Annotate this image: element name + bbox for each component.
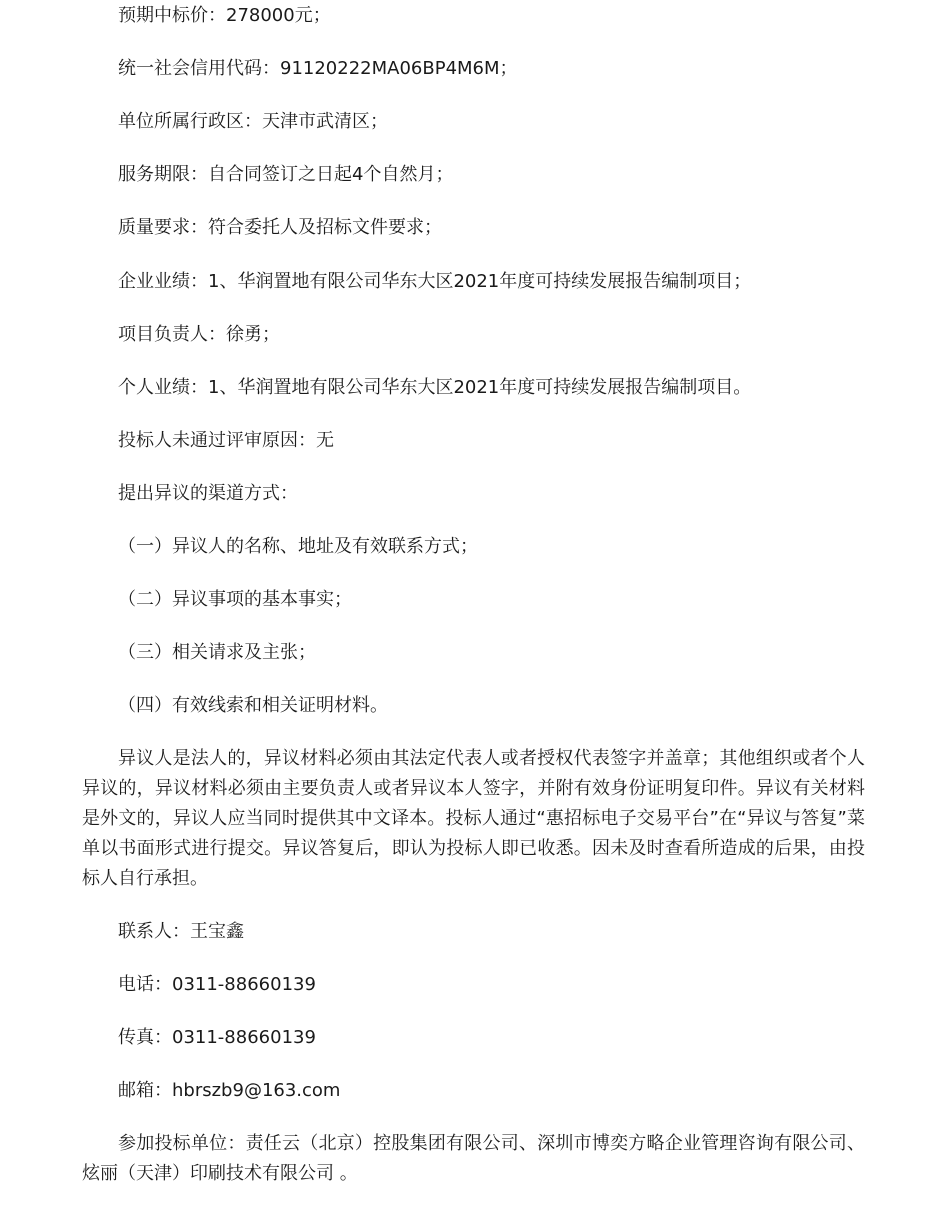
channel-item: （三）相关请求及主张；	[118, 642, 316, 663]
service-period: 服务期限：自合同签订之日起4个自然月；	[118, 164, 454, 185]
objection-channel-heading: 提出异议的渠道方式：	[118, 483, 298, 504]
company-performance: 企业业绩：1、华润置地有限公司华东大区2021年度可持续发展报告编制项目；	[118, 271, 752, 292]
project-manager: 项目负责人：徐勇；	[118, 324, 280, 345]
contact-person: 联系人：王宝鑫	[118, 921, 244, 942]
expected-bid-price: 预期中标价：278000元；	[118, 5, 331, 26]
credit-code: 统一社会信用代码：91120222MA06BP4M6M；	[118, 58, 518, 79]
rejection-reason: 投标人未通过评审原因：无	[118, 430, 334, 451]
quality-requirement: 质量要求：符合委托人及招标文件要求；	[118, 217, 442, 238]
objection-paragraph: 异议人是法人的，异议材料必须由其法定代表人或者授权代表签字并盖章；其他组织或者个人异议的，异议材料必须由主要负责人或者异议本人签字，并附有效身份证明复印件。异议有关材料是外文的，异议人应当同时提供其中文译本。投标人通过“惠招标电子交易平台”在“异议与答复”菜单以书面形式进行提交。异议答复后，即认为投标人即已收悉。因未及时查看所造成的后果，由投标人自行承担。	[82, 748, 865, 889]
channel-item: （一）异议人的名称、地址及有效联系方式；	[118, 536, 478, 557]
bidders-paragraph: 参加投标单位：责任云（北京）控股集团有限公司、深圳市博奕方略企业管理咨询有限公司、炫丽（天津）印刷技术有限公司 。	[82, 1133, 865, 1184]
personal-performance: 个人业绩：1、华润置地有限公司华东大区2021年度可持续发展报告编制项目。	[118, 377, 752, 398]
channel-item: （四）有效线索和相关证明材料。	[118, 695, 388, 716]
channel-item: （二）异议事项的基本事实；	[118, 589, 352, 610]
contact-phone: 电话：0311-88660139	[118, 974, 316, 995]
admin-district: 单位所属行政区：天津市武清区；	[118, 111, 388, 132]
contact-email: 邮箱：hbrszb9@163.com	[118, 1080, 341, 1101]
contact-fax: 传真：0311-88660139	[118, 1027, 316, 1048]
